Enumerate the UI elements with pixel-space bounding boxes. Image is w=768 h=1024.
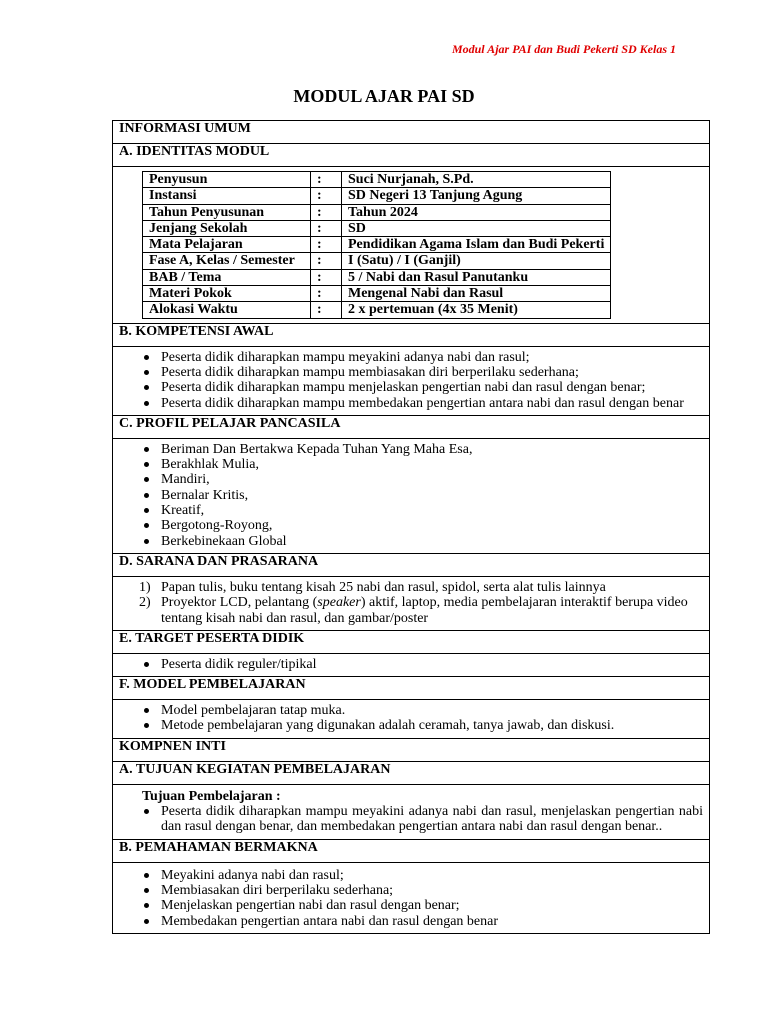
list-item: Kreatif, — [161, 503, 703, 518]
sarana-content — [113, 576, 710, 630]
identitas-content — [113, 167, 710, 324]
list-item — [139, 579, 703, 595]
identitas-sep: : — [311, 269, 342, 285]
section-tujuan-kegiatan: A. TUJUAN KEGIATAN PEMBELAJARAN — [113, 761, 710, 784]
identitas-value: 2 x pertemuan (4x 35 Menit) — [342, 302, 611, 318]
section-kompetensi-awal: B. KOMPETENSI AWAL — [113, 323, 710, 346]
section-target-peserta: E. TARGET PESERTA DIDIK — [113, 630, 710, 653]
list-item: Menjelaskan pengertian nabi dan rasul dengan benar; — [161, 898, 703, 913]
identitas-label: BAB / Tema — [143, 269, 311, 285]
profil-pelajar-content — [113, 438, 710, 553]
list-item: Membiasakan diri berperilaku sederhana; — [161, 883, 703, 898]
target-content — [113, 653, 710, 676]
identitas-row — [143, 204, 611, 220]
identitas-sep: : — [311, 286, 342, 302]
identitas-value: Mengenal Nabi dan Rasul — [342, 286, 611, 302]
identitas-sep: : — [311, 188, 342, 204]
identitas-label: Instansi — [143, 188, 311, 204]
tujuan-list — [119, 804, 703, 835]
sarana-list — [119, 580, 703, 626]
identitas-sep: : — [311, 237, 342, 253]
list-item: Peserta didik reguler/tipikal — [161, 657, 703, 672]
item-number: 2) — [139, 595, 151, 611]
list-item: Peserta didik diharapkan mampu meyakini adanya nabi dan rasul, menjelaskan pengertian nabi dan rasul dengan benar, dan membedakan pengertian antara nabi dan rasul dengan benar.. — [161, 804, 703, 835]
item-text: Papan tulis, buku tentang kisah 25 nabi dan rasul, spidol, serta alat tulis lainnya — [161, 579, 606, 595]
list-item: Model pembelajaran tatap muka. — [161, 703, 703, 718]
document-title: MODUL AJAR PAI SD — [293, 86, 475, 106]
identitas-value: I (Satu) / I (Ganjil) — [342, 253, 611, 269]
item-text: Proyektor LCD, pelantang ( — [161, 595, 318, 611]
list-item: Metode pembelajaran yang digunakan adalah ceramah, tanya jawab, dan diskusi. — [161, 718, 703, 733]
item-number: 1) — [139, 579, 151, 595]
identitas-label: Alokasi Waktu — [143, 302, 311, 318]
tujuan-content — [113, 784, 710, 839]
identitas-label: Tahun Penyusunan — [143, 204, 311, 220]
identitas-row — [143, 220, 611, 236]
identitas-sep: : — [311, 204, 342, 220]
identitas-value: SD — [342, 220, 611, 236]
section-profil-pelajar: C. PROFIL PELAJAR PANCASILA — [113, 415, 710, 438]
profil-pelajar-list — [119, 442, 703, 549]
pemahaman-list — [119, 868, 703, 929]
identitas-sep: : — [311, 172, 342, 188]
item-text: ) aktif, laptop, media pembelajaran interaktif berupa video tentang kisah nabi dan rasul, dan gambar/poster — [161, 595, 688, 626]
identitas-label: Jenjang Sekolah — [143, 220, 311, 236]
identitas-label: Fase A, Kelas / Semester — [143, 253, 311, 269]
identitas-label: Penyusun — [143, 172, 311, 188]
section-pemahaman-bermakna: B. PEMAHAMAN BERMAKNA — [113, 839, 710, 862]
identitas-row — [143, 188, 611, 204]
section-informasi-umum: INFORMASI UMUM — [113, 121, 710, 144]
modul-table — [112, 120, 710, 934]
pemahaman-content — [113, 862, 710, 933]
list-item: Peserta didik diharapkan mampu membedakan pengertian antara nabi dan rasul dengan benar — [161, 396, 703, 411]
kompetensi-awal-list — [119, 350, 703, 411]
identitas-row — [143, 269, 611, 285]
item-text-italic: speaker — [317, 595, 361, 611]
model-list — [119, 703, 703, 734]
list-item: Meyakini adanya nabi dan rasul; — [161, 868, 703, 883]
identitas-sep: : — [311, 253, 342, 269]
header-note: Modul Ajar PAI dan Budi Pekerti SD Kelas 1 — [451, 42, 676, 56]
list-item: Beriman Dan Bertakwa Kepada Tuhan Yang Maha Esa, — [161, 442, 703, 457]
section-model-pembelajaran: F. MODEL PEMBELAJARAN — [113, 677, 710, 700]
list-item: Berkebinekaan Global — [161, 534, 703, 549]
identitas-value: Tahun 2024 — [342, 204, 611, 220]
list-item: Peserta didik diharapkan mampu membiasakan diri berperilaku sederhana; — [161, 365, 703, 380]
list-item: Bernalar Kritis, — [161, 488, 703, 503]
model-content — [113, 700, 710, 739]
list-item: Peserta didik diharapkan mampu menjelaskan pengertian nabi dan rasul dengan benar; — [161, 380, 703, 395]
list-item — [139, 595, 703, 626]
identitas-value: SD Negeri 13 Tanjung Agung — [342, 188, 611, 204]
section-identitas-modul: A. IDENTITAS MODUL — [113, 144, 710, 167]
tujuan-subheading: Tujuan Pembelajaran : — [142, 788, 281, 804]
identitas-row — [143, 253, 611, 269]
identitas-value: Pendidikan Agama Islam dan Budi Pekerti — [342, 237, 611, 253]
identitas-row — [143, 172, 611, 188]
identitas-row — [143, 237, 611, 253]
list-item: Mandiri, — [161, 472, 703, 487]
identitas-label: Materi Pokok — [143, 286, 311, 302]
section-sarana-prasarana: D. SARANA DAN PRASARANA — [113, 553, 710, 576]
list-item: Berakhlak Mulia, — [161, 457, 703, 472]
identitas-table — [142, 171, 611, 319]
identitas-value: Suci Nurjanah, S.Pd. — [342, 172, 611, 188]
identitas-label: Mata Pelajaran — [143, 237, 311, 253]
identitas-value: 5 / Nabi dan Rasul Panutanku — [342, 269, 611, 285]
list-item: Membedakan pengertian antara nabi dan rasul dengan benar — [161, 914, 703, 929]
target-list — [119, 657, 703, 672]
section-komponen-inti: KOMPNEN INTI — [113, 738, 710, 761]
list-item: Peserta didik diharapkan mampu meyakini adanya nabi dan rasul; — [161, 350, 703, 365]
list-item: Bergotong-Royong, — [161, 518, 703, 533]
identitas-sep: : — [311, 302, 342, 318]
kompetensi-awal-content — [113, 346, 710, 415]
identitas-row — [143, 302, 611, 318]
identitas-row — [143, 286, 611, 302]
identitas-sep: : — [311, 220, 342, 236]
